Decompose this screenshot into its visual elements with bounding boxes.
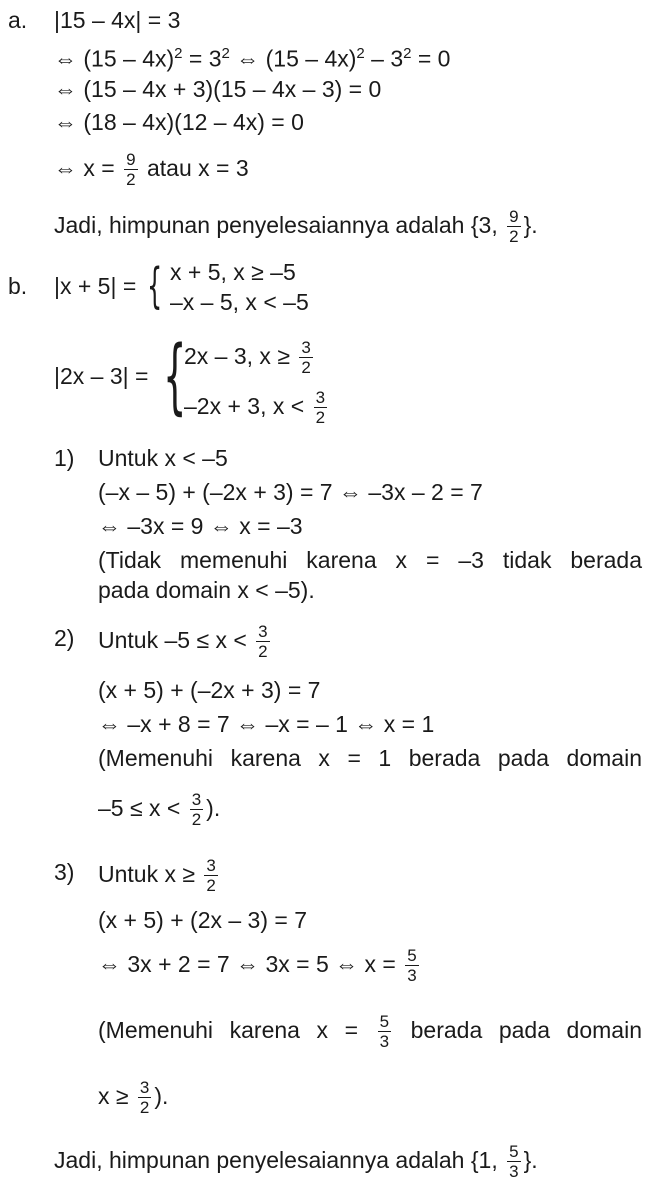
text: }. — [523, 212, 538, 238]
text: ⇔ 3x + 2 = 7 ⇔ 3x = 5 ⇔ x = — [98, 951, 403, 977]
abs-x-plus-5-case-1: x + 5, x ≥ –5 — [170, 259, 296, 285]
numerator: 5 — [407, 946, 417, 966]
case-1-line-3: (Tidak memenuhi karena x = –3 tidak berada — [98, 547, 642, 573]
text: – 3 — [364, 45, 404, 72]
case-1-heading: Untuk x < –5 — [98, 445, 228, 471]
abs-x-plus-5-lhs: |x + 5| = — [54, 273, 137, 299]
exponent: 2 — [174, 45, 183, 62]
part-b-conclusion — [54, 1138, 538, 1182]
text: }. — [523, 1147, 538, 1173]
case-3-line-1: (x + 5) + (2x – 3) = 7 — [98, 907, 308, 933]
case-3-heading — [98, 852, 221, 896]
case-2-line-1: (x + 5) + (–2x + 3) = 7 — [98, 677, 321, 703]
numerator: 3 — [191, 790, 202, 810]
fraction — [256, 622, 269, 661]
denominator: 3 — [379, 1032, 390, 1052]
case-1-line-1: (–x – 5) + (–2x + 3) = 7 ⇔ –3x – 2 = 7 — [98, 479, 483, 505]
fraction — [378, 1012, 391, 1051]
case-3-number: 3) — [54, 859, 75, 885]
text: Jadi, himpunan penyelesaiannya adalah {3, — [54, 212, 505, 238]
case-2-line-3: (Memenuhi karena x = 1 berada pada domain — [98, 745, 642, 771]
denominator: 2 — [139, 1098, 150, 1118]
part-b-label: b. — [8, 273, 28, 299]
part-a-line-5 — [54, 146, 249, 190]
denominator: 2 — [301, 358, 311, 378]
case-3-line-2 — [98, 942, 422, 986]
text: ⇔ x = — [54, 155, 122, 181]
numerator: 3 — [206, 856, 216, 876]
text: (Memenuhi karena x = — [98, 1017, 375, 1043]
case-2-number: 2) — [54, 625, 75, 651]
abs-2x-minus-3-case-2 — [184, 384, 330, 428]
exponent: 2 — [403, 45, 412, 62]
fraction — [204, 856, 217, 895]
denominator: 2 — [191, 810, 202, 830]
text: ⇔ (15 – 4x) — [54, 45, 175, 72]
denominator: 2 — [206, 876, 216, 896]
text: = 0 — [411, 45, 451, 72]
numerator: 5 — [509, 1142, 519, 1162]
case-2-line-4 — [98, 786, 220, 830]
case-2-heading — [98, 618, 273, 662]
text: = 3 — [182, 45, 222, 72]
text: x ≥ — [98, 1083, 135, 1109]
text: Untuk –5 ≤ x < — [98, 627, 254, 653]
numerator: 9 — [509, 207, 519, 227]
part-a-line-1: |15 – 4x| = 3 — [54, 7, 181, 33]
fraction — [124, 150, 137, 189]
text: Untuk x ≥ — [98, 861, 202, 887]
text: –5 ≤ x < — [98, 795, 187, 821]
fraction — [507, 1142, 520, 1181]
denominator: 2 — [126, 170, 136, 190]
abs-x-plus-5-case-2: –x – 5, x < –5 — [170, 289, 309, 315]
part-a-conclusion — [54, 203, 538, 247]
abs-2x-minus-3-case-1 — [184, 334, 316, 378]
denominator: 2 — [258, 642, 268, 662]
part-a-line-2 — [54, 40, 450, 73]
text: ⇔ (15 – 4x) — [229, 45, 357, 72]
fraction — [138, 1078, 151, 1117]
numerator: 3 — [139, 1078, 150, 1098]
numerator: 3 — [301, 338, 311, 358]
exponent: 2 — [356, 45, 365, 62]
fraction — [405, 946, 418, 985]
part-a-line-3: ⇔ (15 – 4x + 3)(15 – 4x – 3) = 0 — [54, 76, 382, 102]
exponent: 2 — [221, 45, 230, 62]
denominator: 2 — [509, 227, 519, 247]
numerator: 3 — [315, 388, 326, 408]
fraction — [190, 790, 203, 829]
denominator: 3 — [509, 1162, 519, 1182]
case-1-line-2: ⇔ –3x = 9 ⇔ x = –3 — [98, 513, 303, 539]
fraction — [507, 207, 520, 246]
text: berada pada domain — [394, 1017, 642, 1043]
numerator: 5 — [379, 1012, 390, 1032]
case-3-line-4 — [98, 1074, 168, 1118]
fraction — [299, 338, 312, 377]
text: ). — [206, 795, 221, 821]
denominator: 2 — [315, 408, 326, 428]
text: ). — [154, 1083, 169, 1109]
case-3-line-3 — [98, 1008, 642, 1052]
case-1-line-4: pada domain x < –5). — [98, 577, 315, 603]
numerator: 9 — [126, 150, 136, 170]
case-2-line-2: ⇔ –x + 8 = 7 ⇔ –x = – 1 ⇔ x = 1 — [98, 711, 435, 737]
denominator: 3 — [407, 966, 417, 986]
fraction — [314, 388, 327, 427]
numerator: 3 — [258, 622, 268, 642]
text: atau x = 3 — [140, 155, 249, 181]
left-brace-icon: { — [147, 258, 163, 314]
text: 2x – 3, x ≥ — [184, 343, 297, 369]
part-a-label: a. — [8, 7, 28, 33]
left-brace-icon: { — [163, 329, 187, 424]
case-1-number: 1) — [54, 445, 75, 471]
part-a-line-4: ⇔ (18 – 4x)(12 – 4x) = 0 — [54, 109, 304, 135]
text: Jadi, himpunan penyelesaiannya adalah {1, — [54, 1147, 505, 1173]
abs-2x-minus-3-lhs: |2x – 3| = — [54, 363, 149, 389]
text: –2x + 3, x < — [184, 393, 311, 419]
